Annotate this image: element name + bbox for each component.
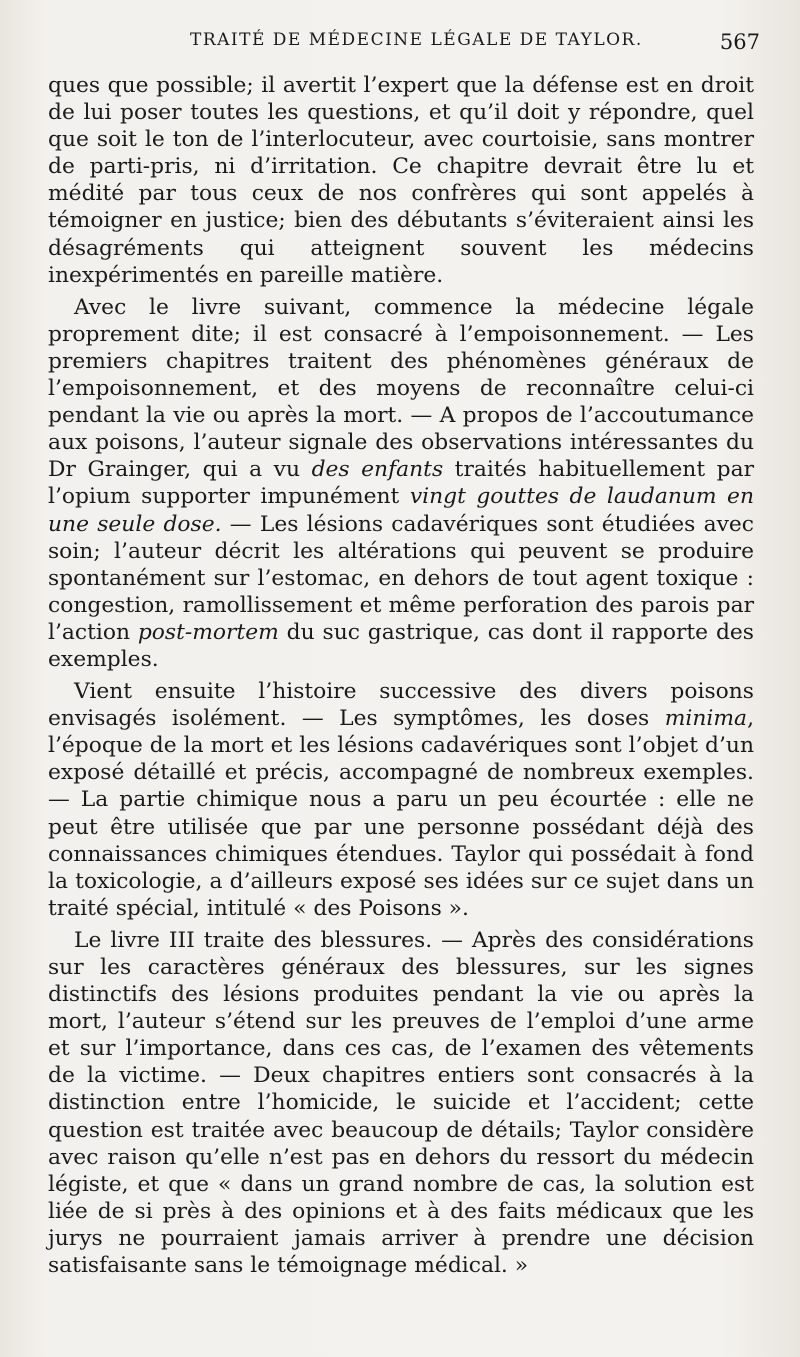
running-header	[70, 30, 760, 60]
paragraph-2	[48, 294, 754, 673]
paragraph-4-text: Le livre III traite des blessures. — Après des considérations sur les caractères généraux des blessures, sur les signes distinctifs des lésions produites pendant la vie ou après la mort, l’auteur s’étend sur les preuves de l’emploi d’une arme et sur l’importance, dans ces cas, de l’examen des vêtements de la victime. — Deux chapitres entiers sont consacrés à la distinction entre l’homicide, le suicide et l’accident; cette question est traitée avec beaucoup de détails; Taylor considère avec raison qu’elle n’est pas en dehors du ressort du médecin légiste, et que « dans un grand nombre de cas, la solution est liée de si près à des opinions et à des faits médicaux que les jurys ne pourraient jamais arriver à prendre une décision satisfaisante sans le témoignage médical. »	[48, 927, 754, 1279]
running-title: TRAITÉ DE MÉDECINE LÉGALE DE TAYLOR.	[190, 30, 643, 50]
paragraph-2-italic-1: des enfants	[311, 457, 444, 483]
paragraph-2-italic-2: vingt gouttes de laudanum en une seule dose.	[48, 484, 754, 537]
page-number: 567	[719, 30, 760, 54]
paragraph-3-italic-1: minima	[664, 706, 748, 732]
paragraph-4	[48, 927, 754, 1279]
paragraph-3-text-b: , l’époque de la mort et les lésions cadavériques sont l’objet d’un exposé détaillé et précis, accompagné de nombreux exemples. — La partie chimique nous a paru un peu écourtée : elle ne peut être utilisée que par une personne possédant déjà des connaissances chimiques étendues. Taylor qui possédait à fond la toxicologie, a d’ailleurs exposé ses idées sur ce sujet dans un traité spécial, intitulé « des Poisons ».	[48, 706, 754, 921]
body-text	[48, 72, 754, 1284]
paragraph-1-text: ques que possible; il avertit l’expert que la défense est en droit de lui poser toutes les questions, et qu’il doit y répondre, quel que soit le ton de l’interlocuteur, avec courtoisie, sans montrer de parti-pris, ni d’irritation. Ce chapitre devrait être lu et médité par tous ceux de nos confrères qui sont appelés à témoigner en justice; bien des débutants s’éviteraient ainsi les désagréments qui atteignent souvent les médecins inexpérimentés en pareille matière.	[48, 73, 754, 288]
paragraph-1	[48, 72, 754, 289]
paragraph-2-text-c: — Les lésions cadavériques sont étudiées avec soin; l’auteur décrit les altérations qui peuvent se produire spontanément sur l’estomac, en dehors de tout agent toxique : congestion, ramollissement et même perforation des parois par l’action	[48, 511, 754, 645]
paragraph-2-italic-3: post-mortem	[137, 619, 279, 645]
paragraph-3-text-a: Vient ensuite l’histoire successive des divers poisons envisagés isolément. — Les symptômes, les doses	[48, 679, 754, 732]
paragraph-2-text-b: traités habituellement par l’opium supporter impunément	[48, 457, 754, 510]
paragraph-3	[48, 678, 754, 922]
paragraph-2-text-d: du suc gastrique, cas dont il rapporte des exemples.	[48, 619, 754, 672]
paragraph-2-text-a: Avec le livre suivant, commence la médecine légale proprement dite; il est consacré à l’empoisonnement. — Les premiers chapitres traitent des phénomènes généraux de l’empoisonnement, et des moyens de reconnaître celui-ci pendant la vie ou après la mort. — A propos de l’accoutumance aux poisons, l’auteur signale des observations intéressantes du Dr Grainger, qui a vu	[48, 294, 754, 483]
